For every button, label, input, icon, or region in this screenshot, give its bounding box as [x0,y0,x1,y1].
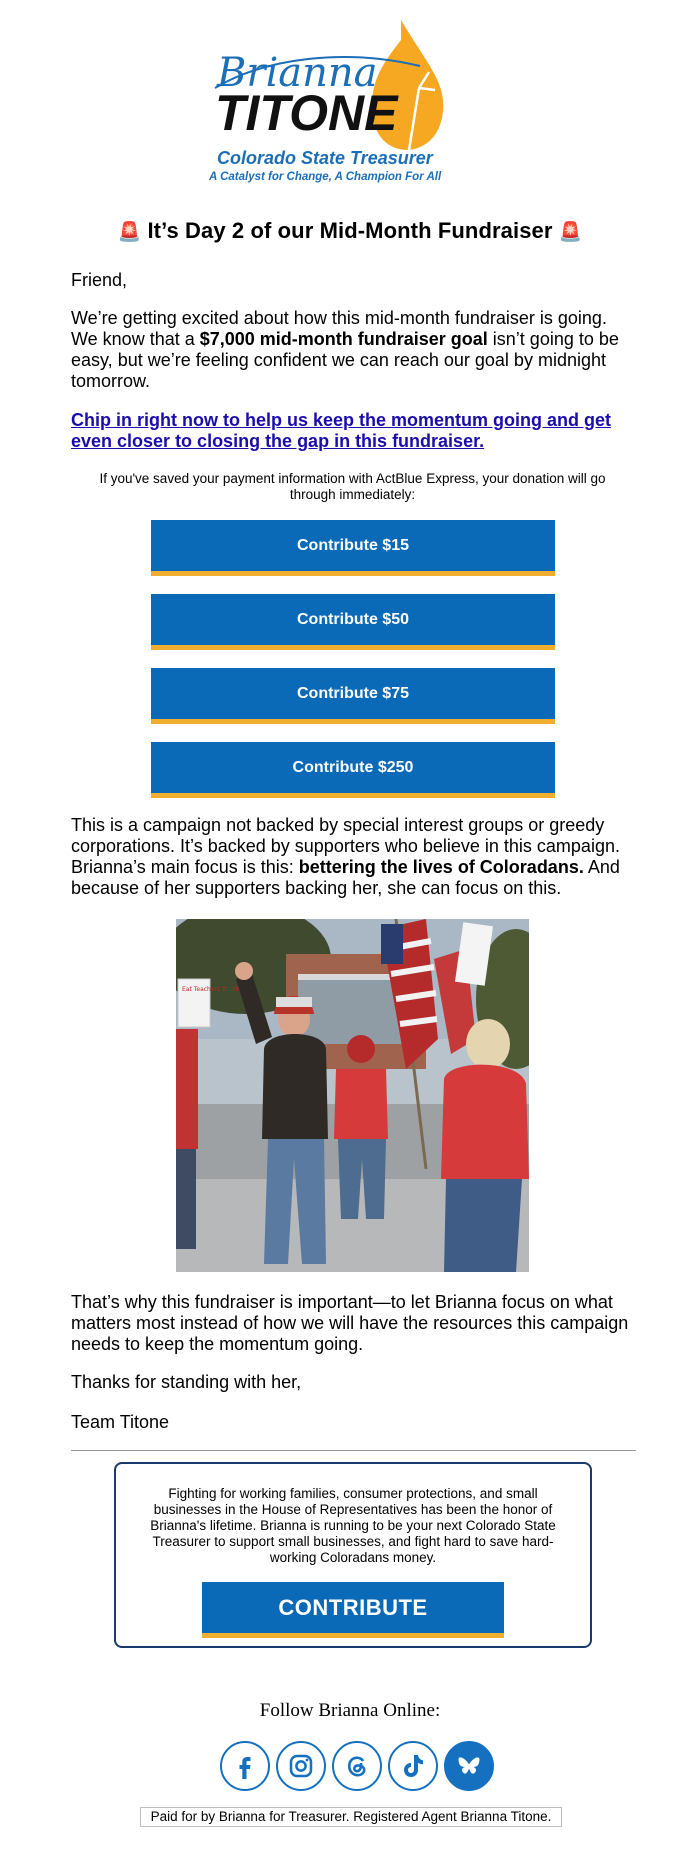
facebook-link[interactable] [220,1741,270,1791]
tiktok-link[interactable] [388,1741,438,1791]
paragraph-goal [71,308,636,392]
paragraph-goal-text: We’re getting excited about how this mid-month fundraiser is going. We know that a [71,308,607,349]
facebook-icon [230,1751,260,1781]
social-links [220,1741,494,1795]
goal-amount: $7,000 mid-month fundraiser goal [199,329,488,349]
svg-text:TITONE: TITONE [215,85,398,141]
focus-statement: bettering the lives of Coloradans. [298,857,584,877]
campaign-logo [205,18,500,198]
headline [0,218,700,244]
paid-for-disclaimer: Paid for by Brianna for Treasurer. Registered Agent Brianna Titone. [140,1807,562,1827]
instagram-icon [286,1751,316,1781]
instagram-link[interactable] [276,1741,326,1791]
actblue-note: If you've saved your payment information with ActBlue Express, your donation will go through immediately: [99,471,606,502]
contribute-15-button[interactable]: Contribute $15 [151,520,555,576]
contribute-button[interactable]: CONTRIBUTE [202,1582,504,1638]
siren-icon: 🚨 [558,222,583,243]
contribute-75-button[interactable]: Contribute $75 [151,668,555,724]
tiktok-icon [398,1751,428,1781]
bio-box [114,1462,592,1648]
contribute-50-button[interactable]: Contribute $50 [151,594,555,650]
contribute-250-button[interactable]: Contribute $250 [151,742,555,798]
bluesky-icon [454,1751,484,1781]
paragraph-campaign-text-end: And because of her supporters backing her, she can focus on this. [71,857,620,898]
greeting: Friend, [71,270,128,290]
bio-text: Fighting for working families, consumer protections, and small businesses in the House of Representatives has been the honor of Brianna's lifetime. Brianna is running to be your next Colorado State Treasurer to support small businesses, and fight hard to save hard-working Coloradans money. [150,1486,556,1565]
headline-text: It’s Day 2 of our Mid-Month Fundraiser [147,218,553,243]
svg-text:Brianna: Brianna [217,50,378,96]
paragraph-goal-text-end: isn’t going to be easy, but we’re feeling confident we can reach our goal by midnight tomorrow. [71,329,619,391]
chip-in-link[interactable]: Chip in right now to help us keep the momentum going and get even closer to closing the gap in this fundraiser. [71,410,611,451]
paragraph-importance: That’s why this fundraiser is important—to let Brianna focus on what matters most instead of how we will have the resources this campaign needs to keep the momentum going. [71,1292,629,1354]
paragraph-campaign [71,815,636,899]
siren-icon: 🚨 [117,222,142,243]
paragraph-campaign-text: This is a campaign not backed by special interest groups or greedy corporations. It’s backed by supporters who believe in this campaign. Brianna’s main focus is this: [71,815,620,877]
divider [71,1450,636,1451]
thanks-line: Thanks for standing with her, [71,1372,302,1392]
signoff: Team Titone [71,1412,170,1432]
rally-photo [176,919,529,1272]
threads-icon [342,1751,372,1781]
svg-text:A Catalyst for Change, A Champ: A Catalyst for Change, A Champion For All [209,171,442,183]
follow-label: Follow Brianna Online: [259,1700,441,1721]
svg-text:Colorado State Treasurer: Colorado State Treasurer [217,148,433,168]
svg-text:Eat Teachers Tr...ch: Eat Teachers Tr...ch [182,986,240,993]
bluesky-link[interactable] [444,1741,494,1791]
threads-link[interactable] [332,1741,382,1791]
